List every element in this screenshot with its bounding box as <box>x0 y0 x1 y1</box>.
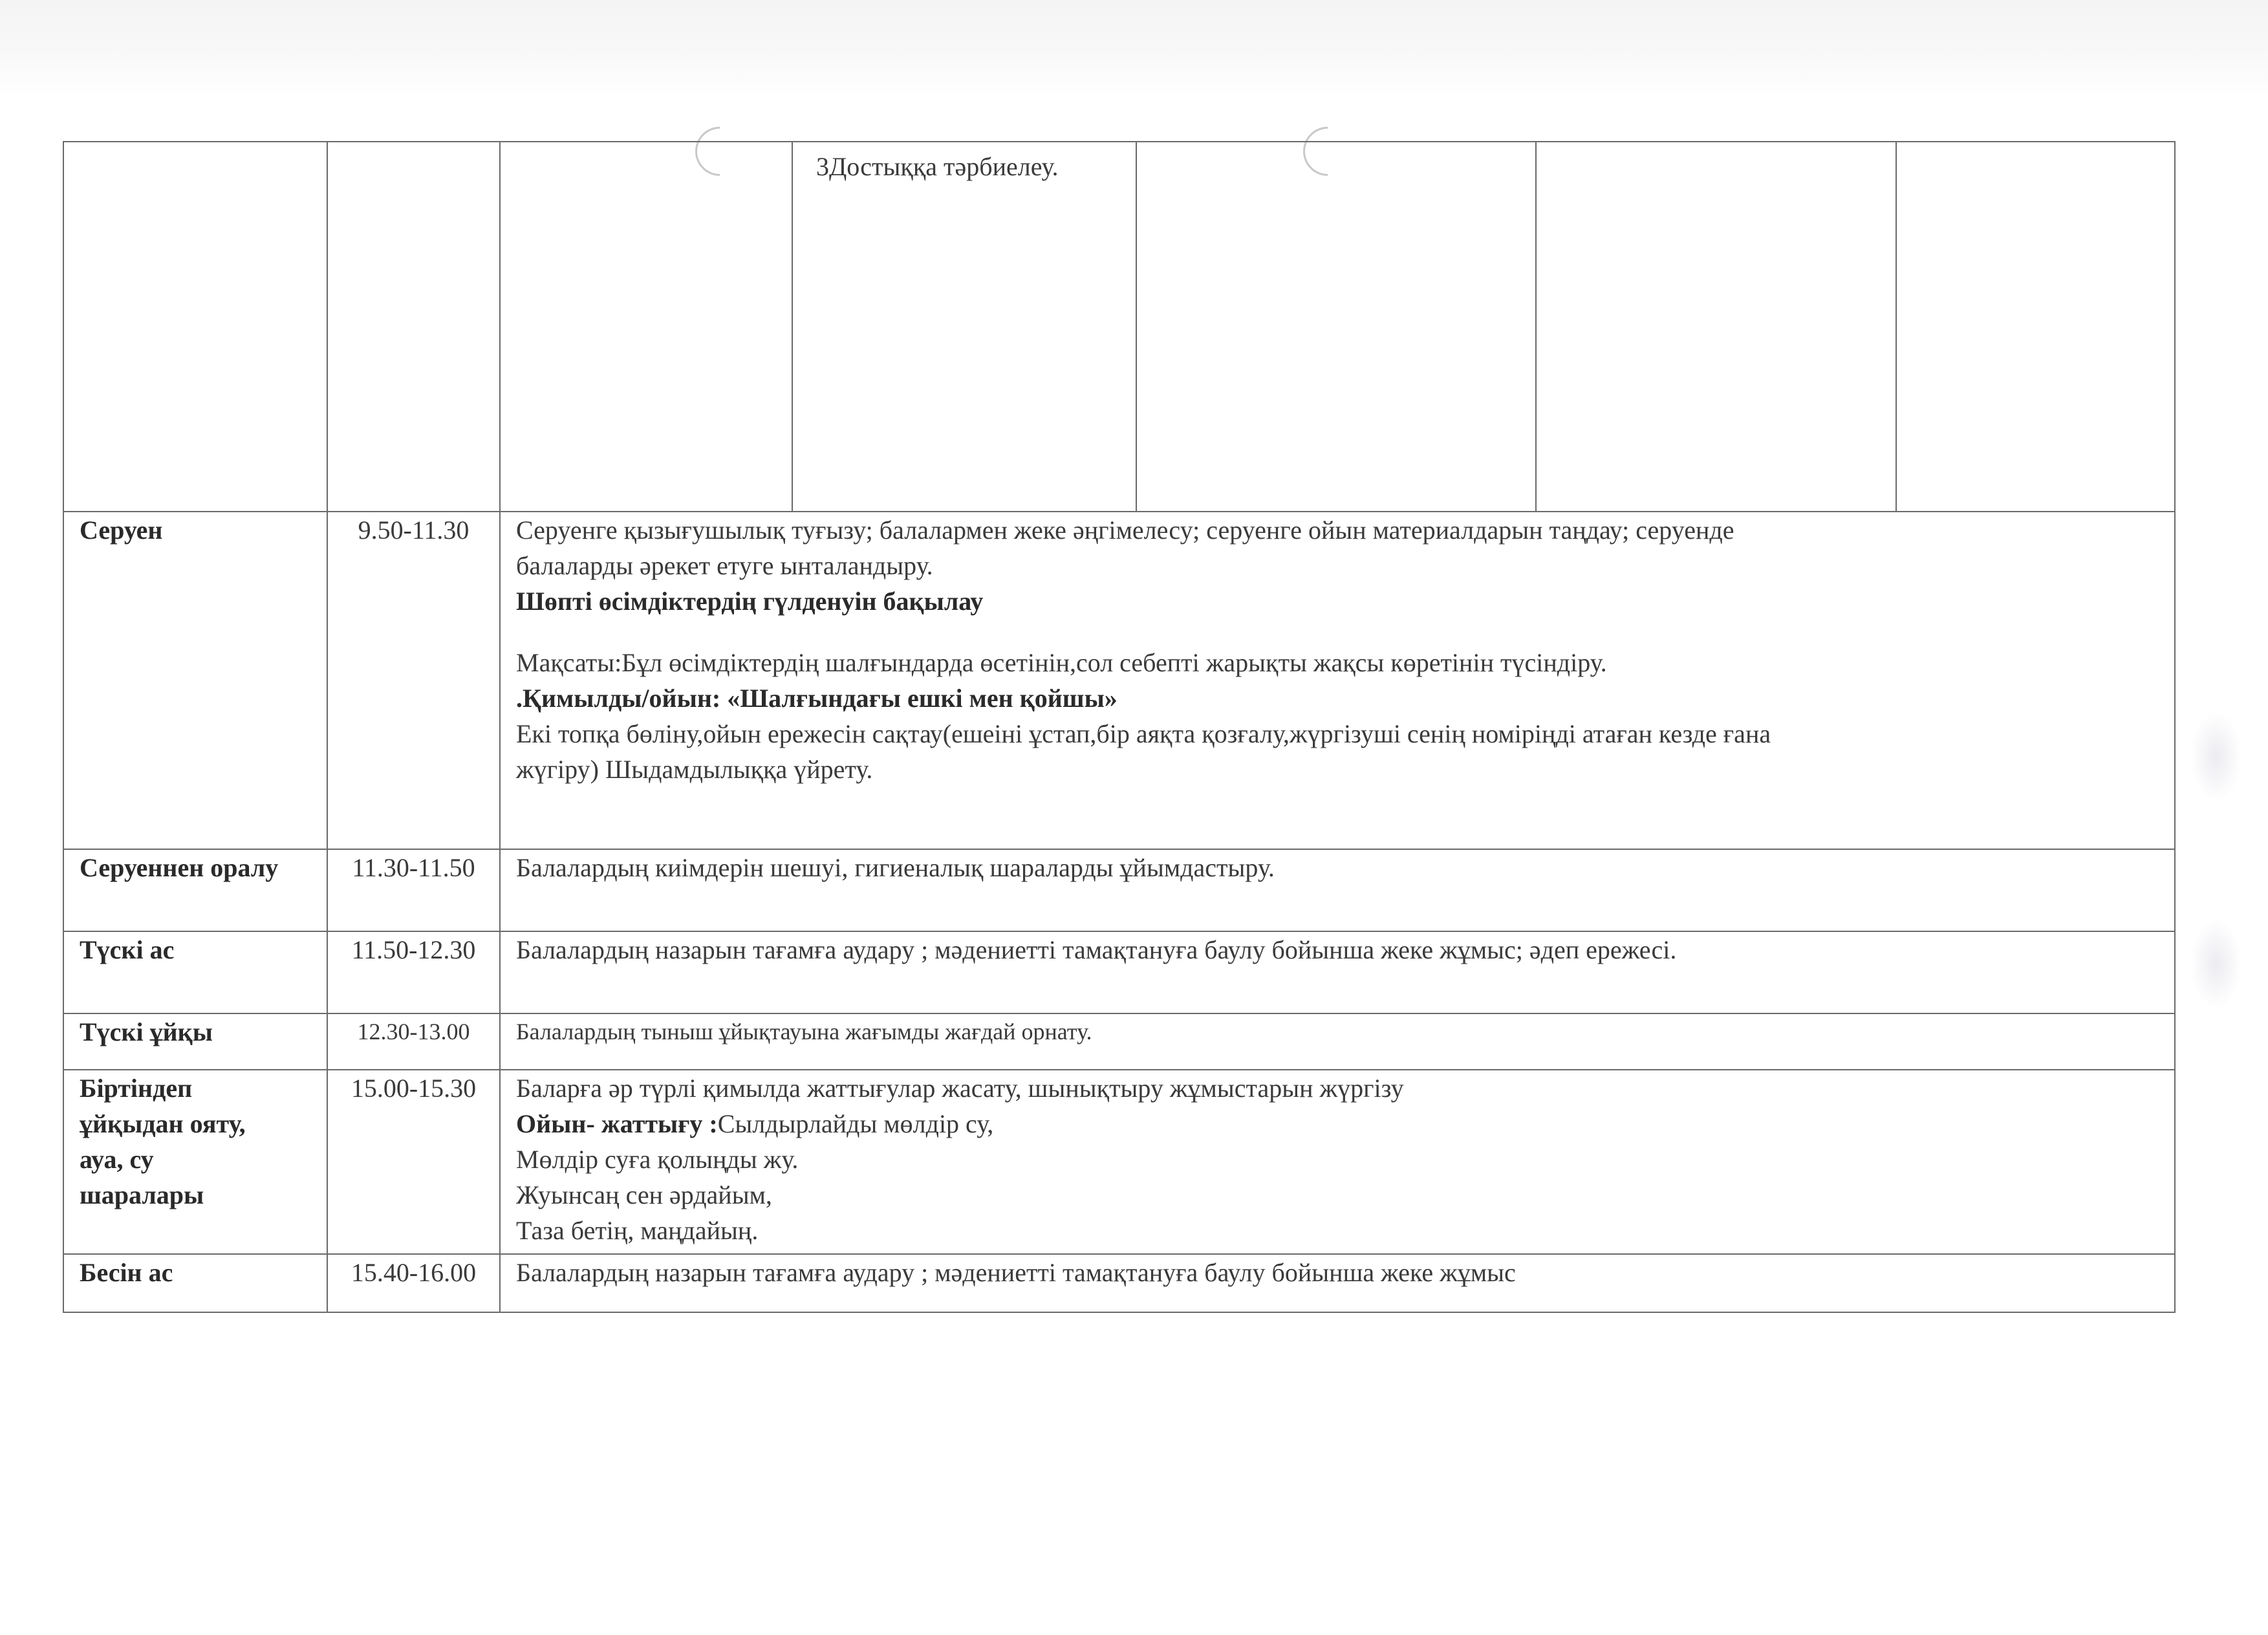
table-row-continuation <box>63 142 2175 512</box>
content-line: балаларды әрекет етуге ынталандыру. <box>516 551 933 580</box>
content-line: Серуенге қызығушылық туғызу; балалармен жеке әңгімелесу; серуенге ойын материалдарын таңдау; серуенде <box>516 515 1734 545</box>
label-line: шаралары <box>80 1180 204 1209</box>
line-gap <box>516 619 2159 645</box>
row-time: 11.30-11.50 <box>327 849 500 931</box>
row-time: 15.00-15.30 <box>327 1070 500 1254</box>
empty-cell <box>1136 142 1536 512</box>
empty-cell <box>327 142 500 512</box>
row-label: Серуен <box>63 512 327 849</box>
label-line: ұйқыдан ояту, <box>80 1109 246 1138</box>
row-content <box>500 931 2175 1013</box>
poem-line: Жуынсаң сен әрдайым, <box>516 1180 772 1209</box>
row-content <box>500 1013 2175 1070</box>
table-row-walk <box>63 512 2175 849</box>
scan-edge-shadow <box>0 0 2268 97</box>
table-row-wake <box>63 1070 2175 1254</box>
row-label: Серуеннен оралу <box>63 849 327 931</box>
observation-title: Шөпті өсімдіктердің гүлденуін бақылау <box>516 587 984 616</box>
row-time: 12.30-13.00 <box>327 1013 500 1070</box>
scan-smudge <box>2190 918 2242 1009</box>
row-content <box>500 849 2175 931</box>
label-line: Біртіндеп <box>80 1074 193 1103</box>
row-content <box>500 1254 2175 1312</box>
exercise-title: Ойын- жаттығу : <box>516 1109 718 1138</box>
poem-line: Таза бетің, маңдайың. <box>516 1216 759 1245</box>
empty-cell <box>63 142 327 512</box>
row-content <box>500 512 2175 849</box>
content-line: Мақсаты:Бұл өсімдіктердің шалғындарда өсетінін,сол себепті жарықты жақсы көретінін түсіндіру. <box>516 648 1607 677</box>
row-label: Түскі ас <box>63 931 327 1013</box>
row-time: 9.50-11.30 <box>327 512 500 849</box>
label-line: ауа, су <box>80 1145 154 1174</box>
row-label: Бесін ас <box>63 1254 327 1312</box>
row-time: 15.40-16.00 <box>327 1254 500 1312</box>
content-line: Балалардың назарын тағамға аудару ; мәдениетті тамақтануға баулу бойынша жеке жұмыс; әдеп ережесі. <box>516 935 1677 964</box>
content-line: Балалардың киімдерін шешуі, гигиеналық шараларды ұйымдастыру. <box>516 853 1275 882</box>
poem-line: Мөлдір суға қолыңды жу. <box>516 1145 799 1174</box>
table-row-return <box>63 849 2175 931</box>
friendship-cell <box>792 142 1136 512</box>
row-label: Түскі ұйқы <box>63 1013 327 1070</box>
content-line: жүгіру) Шыдамдылыққа үйрету. <box>516 755 873 784</box>
row-content <box>500 1070 2175 1254</box>
content-line: Баларға әр түрлі қимылда жаттығулар жасату, шынықтыру жұмыстарын жүргізу <box>516 1074 1404 1103</box>
row-label <box>63 1070 327 1254</box>
friendship-text: 3Достыққа тәрбиелеу. <box>816 152 1059 181</box>
empty-cell <box>500 142 792 512</box>
poem-line: Сылдырлайды мөлдір су, <box>717 1109 994 1138</box>
row-time: 11.50-12.30 <box>327 931 500 1013</box>
scan-smudge <box>2190 711 2242 802</box>
daily-schedule-table <box>63 141 2176 1313</box>
content-line: Екі топқа бөліну,ойын ережесін сақтау(ешеіні ұстап,бір аяқта қозғалу,жүргізуші сенің номіріңді атаған кезде ғана <box>516 719 1771 748</box>
empty-cell <box>1896 142 2175 512</box>
table-row-nap <box>63 1013 2175 1070</box>
content-line <box>516 1106 2159 1142</box>
table-row-lunch <box>63 931 2175 1013</box>
content-line: Балалардың назарын тағамға аудару ; мәдениетті тамақтануға баулу бойынша жеке жұмыс <box>516 1258 1516 1287</box>
content-line: Балалардың тыныш ұйықтауына жағымды жағдай орнату. <box>516 1019 1092 1045</box>
table-row-snack <box>63 1254 2175 1312</box>
game-title: .Қимылды/ойын: «Шалғындағы ешкі мен қойшы» <box>516 684 1118 713</box>
empty-cell <box>1536 142 1896 512</box>
